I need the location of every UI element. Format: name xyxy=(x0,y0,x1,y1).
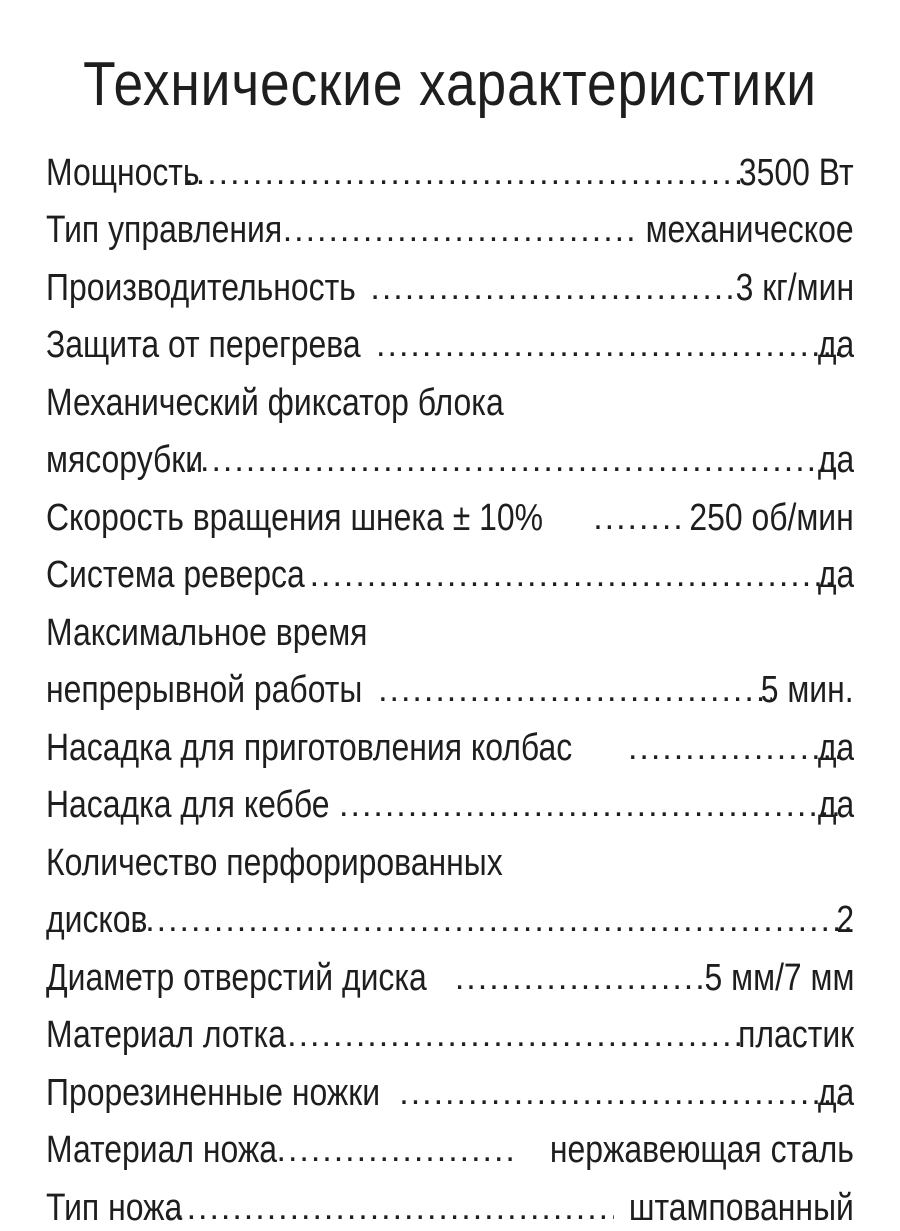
spec-value: пластик xyxy=(737,1014,854,1056)
spec-value: 2 xyxy=(836,899,854,941)
spec-row-knife-type xyxy=(46,1173,854,1231)
spec-row-reverse xyxy=(46,541,854,599)
dot-leader xyxy=(277,1127,521,1173)
spec-row-discs-line2 xyxy=(46,886,854,944)
spec-label: мясорубки xyxy=(46,439,204,481)
dot-leader xyxy=(593,495,686,541)
spec-row-discs-line1 xyxy=(46,828,854,886)
spec-value: штампованный xyxy=(629,1186,854,1229)
spec-row-lock-line1 xyxy=(46,368,854,426)
spec-row-auger-speed xyxy=(46,483,854,541)
spec-value: 3500 Вт xyxy=(739,151,854,194)
dot-leader xyxy=(287,1012,744,1058)
spec-label: Мощность xyxy=(46,151,200,194)
spec-row-tray-material xyxy=(46,1001,854,1059)
page-title: Технические характеристики xyxy=(83,50,817,119)
spec-row-runtime-line2 xyxy=(46,656,854,714)
dot-leader xyxy=(399,1070,839,1116)
spec-label: дисков xyxy=(46,899,148,941)
spec-row-runtime-line1 xyxy=(46,598,854,656)
dot-leader xyxy=(339,782,839,828)
spec-value: механическое xyxy=(646,209,854,251)
dot-leader xyxy=(376,322,839,368)
spec-value: 250 об/мин xyxy=(689,496,854,539)
spec-value: 5 мм/7 мм xyxy=(704,956,854,999)
spec-value: да xyxy=(817,324,854,366)
spec-label: Механический фиксатор блока xyxy=(46,381,504,424)
spec-label: Прорезиненные ножки xyxy=(46,1071,381,1114)
dot-leader xyxy=(455,955,704,1001)
spec-value: 5 мин. xyxy=(761,669,854,711)
dot-leader xyxy=(378,667,772,713)
dot-leader xyxy=(189,437,839,483)
dot-leader xyxy=(628,725,839,771)
spec-row-lock-line2 xyxy=(46,426,854,484)
spec-label: Тип управления xyxy=(46,209,283,251)
spec-list xyxy=(46,138,854,1231)
spec-label: Максимальное время xyxy=(46,611,368,654)
spec-label: Насадка для кеббе xyxy=(46,784,330,826)
dot-leader xyxy=(164,1185,615,1231)
spec-row-sausage-attachment xyxy=(46,713,854,771)
spec-row-capacity xyxy=(46,253,854,311)
dot-leader xyxy=(184,150,745,196)
spec-row-power xyxy=(46,138,854,196)
spec-value: да xyxy=(817,554,854,596)
spec-row-control-type xyxy=(46,196,854,254)
spec-value: 3 кг/мин xyxy=(735,266,854,309)
spec-label: Тип ножа xyxy=(46,1186,183,1229)
spec-row-hole-diameter xyxy=(46,943,854,1001)
dot-leader xyxy=(122,897,854,943)
dot-leader xyxy=(283,207,635,253)
spec-label: Система реверса xyxy=(46,554,305,596)
spec-row-kebbe-attachment xyxy=(46,771,854,829)
dot-leader xyxy=(370,265,741,311)
spec-value: да xyxy=(817,726,854,769)
spec-label: Материал лотка xyxy=(46,1014,286,1056)
spec-row-rubber-feet xyxy=(46,1058,854,1116)
spec-label: Материал ножа xyxy=(46,1129,277,1171)
spec-value: да xyxy=(817,784,854,826)
spec-row-overheat-protection xyxy=(46,311,854,369)
spec-label: непрерывной работы xyxy=(46,669,363,711)
spec-label: Количество перфорированных xyxy=(46,841,503,884)
spec-label: Производительность xyxy=(46,266,356,309)
spec-label: Насадка для приготовления колбас xyxy=(46,726,573,769)
dot-leader xyxy=(310,552,839,598)
spec-value: да xyxy=(817,1071,854,1114)
spec-label: Защита от перегрева xyxy=(46,324,361,366)
spec-value: да xyxy=(817,439,854,481)
spec-row-knife-material xyxy=(46,1116,854,1174)
spec-label: Диаметр отверстий диска xyxy=(46,956,427,999)
spec-value: нержавеющая сталь xyxy=(550,1129,854,1171)
spec-label: Скорость вращения шнека ± 10% xyxy=(46,496,543,539)
